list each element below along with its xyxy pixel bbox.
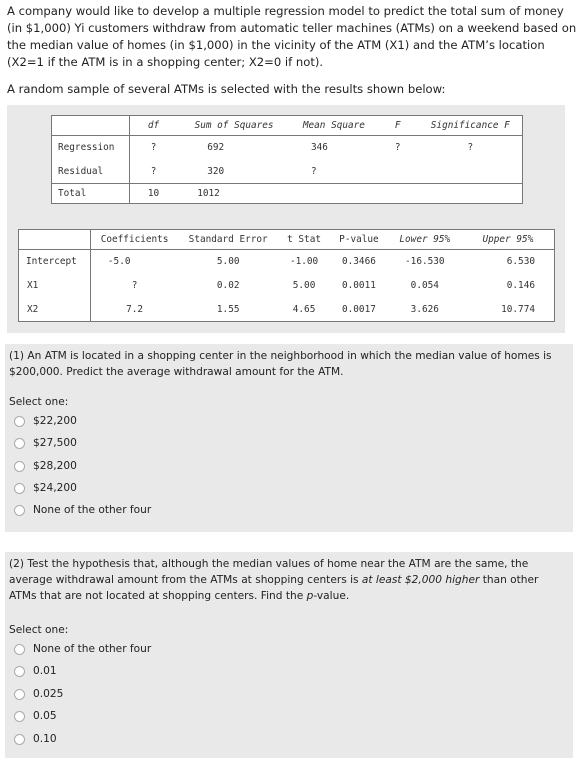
option-label: $22,200 (33, 415, 77, 427)
anova-table (51, 115, 523, 204)
anova-row-label: Residual (52, 160, 130, 184)
anova-cell (377, 184, 419, 204)
anova-cell: ? (467, 142, 474, 154)
coef-cell: 10.774 (501, 303, 535, 315)
problem-statement: A company would like to develop a multiple regression model to predict the total sum of money (in $1,000) Yi customers withdraw from automatic teller machines (ATMs) on a weekend based on the median value of homes (in $1,000) in the vicinity of the ATM (X1) and the ATM’s location (X2=1 if the ATM is in a shopping center; X2=0 if not). (7, 4, 577, 69)
option-label: 0.05 (33, 710, 57, 722)
q2-option[interactable] (14, 664, 57, 678)
q1-option[interactable] (14, 414, 77, 428)
question-2-text-part: -value. (313, 590, 350, 602)
coef-cell: 0.0011 (342, 280, 376, 291)
question-1 (5, 344, 573, 532)
radio-icon[interactable] (14, 416, 25, 427)
anova-row (52, 184, 523, 204)
question-1-text: (1) An ATM is located in a shopping center in the neighborhood in which the median value of homes is $200,000. Predict the average withdrawal amount for the ATM. (9, 350, 552, 378)
q1-option[interactable] (14, 503, 151, 517)
anova-cell: 10 (129, 184, 177, 204)
coef-row (19, 274, 555, 298)
coef-cell: 0.3466 (342, 256, 376, 268)
coef-row-label: X1 (19, 274, 91, 298)
question-2-text (9, 556, 569, 604)
anova-row (52, 160, 523, 184)
coefficients-table (18, 229, 555, 322)
anova-header: Significance F (419, 116, 523, 136)
anova-header: df (129, 116, 177, 136)
option-label: $24,200 (33, 482, 77, 494)
radio-icon[interactable] (14, 689, 25, 700)
anova-cell: 346 (310, 142, 328, 154)
coef-cell: 5.00 (292, 280, 316, 291)
coef-cell: -1.00 (289, 256, 319, 268)
question-2-text-part: (2) Test the hypothesis that, although the median values of home near the ATM are the same, the average withdrawal amount from the ATMs at shopping centers is (9, 558, 529, 586)
coef-cell: 5.00 (216, 256, 240, 268)
table-intro: A random sample of several ATMs is selected with the results shown below: (7, 82, 446, 96)
anova-cell (419, 184, 523, 204)
anova-cell: ? (150, 165, 157, 177)
coef-header: Standard Error (178, 230, 278, 250)
option-label: 0.025 (33, 688, 64, 700)
anova-cell: 320 (207, 165, 225, 177)
anova-header: F (377, 116, 419, 136)
radio-icon[interactable] (14, 644, 25, 655)
anova-row (52, 136, 523, 160)
coef-header: Lower 95% (388, 230, 462, 250)
coef-header: Coefficients (90, 230, 178, 250)
q1-option[interactable] (14, 459, 77, 473)
anova-row-label: Total (52, 184, 130, 204)
coef-cell: 6.530 (506, 256, 535, 268)
q2-option[interactable] (14, 642, 151, 656)
coef-row (19, 250, 555, 274)
question-2-emphasis: p (306, 590, 314, 602)
tables-panel (7, 105, 565, 333)
coef-cell: 0.02 (216, 280, 240, 291)
q2-option[interactable] (14, 732, 57, 746)
q2-option[interactable] (14, 709, 57, 723)
radio-icon[interactable] (14, 438, 25, 449)
anova-header: Sum of Squares (177, 116, 291, 136)
option-label: 0.10 (33, 733, 57, 745)
option-label: $27,500 (33, 437, 77, 449)
anova-cell: ? (394, 142, 401, 154)
coef-header: P-value (330, 230, 388, 250)
question-2-text-part: than other ATMs that are not located at shopping centers. Find the (9, 574, 539, 602)
coef-cell: 3.626 (410, 303, 439, 315)
coef-cell: 7.2 (126, 303, 144, 315)
anova-cell (419, 160, 523, 184)
option-label: None of the other four (33, 504, 152, 516)
coef-row-label: X2 (19, 298, 91, 322)
radio-icon[interactable] (14, 666, 25, 677)
coef-header: t Stat (278, 230, 330, 250)
coef-cell: 4.65 (292, 303, 316, 315)
coef-cell: -5.0 (107, 256, 131, 268)
radio-icon[interactable] (14, 461, 25, 472)
anova-cell: 692 (207, 142, 225, 154)
coef-cell: 1.55 (216, 303, 240, 315)
radio-icon[interactable] (14, 711, 25, 722)
coef-cell: 0.0017 (342, 303, 376, 315)
anova-cell: ? (310, 165, 317, 177)
select-one-label: Select one: (9, 396, 69, 408)
coef-header: Upper 95% (462, 230, 555, 250)
question-2-emphasis: at least $2,000 higher (361, 574, 480, 586)
select-one-label: Select one: (9, 624, 69, 636)
coef-cell: ? (131, 280, 138, 291)
anova-cell: ? (150, 142, 157, 154)
radio-icon[interactable] (14, 505, 25, 516)
question-2 (5, 552, 573, 758)
anova-row-label: Regression (52, 136, 130, 160)
option-label: 0.01 (33, 665, 57, 677)
coef-row (19, 298, 555, 322)
coef-cell: -16.530 (405, 256, 445, 268)
coef-cell: 0.146 (506, 280, 535, 291)
q1-option[interactable] (14, 481, 77, 495)
option-label: $28,200 (33, 460, 77, 472)
anova-cell: 1012 (177, 184, 291, 204)
radio-icon[interactable] (14, 734, 25, 745)
anova-cell (291, 184, 377, 204)
coef-cell: 0.054 (410, 280, 439, 291)
coef-row-label: Intercept (19, 250, 91, 274)
anova-cell (377, 160, 419, 184)
q1-option[interactable] (14, 436, 77, 450)
anova-header: Mean Square (291, 116, 377, 136)
option-label: None of the other four (33, 643, 152, 655)
radio-icon[interactable] (14, 483, 25, 494)
q2-option[interactable] (14, 687, 63, 701)
